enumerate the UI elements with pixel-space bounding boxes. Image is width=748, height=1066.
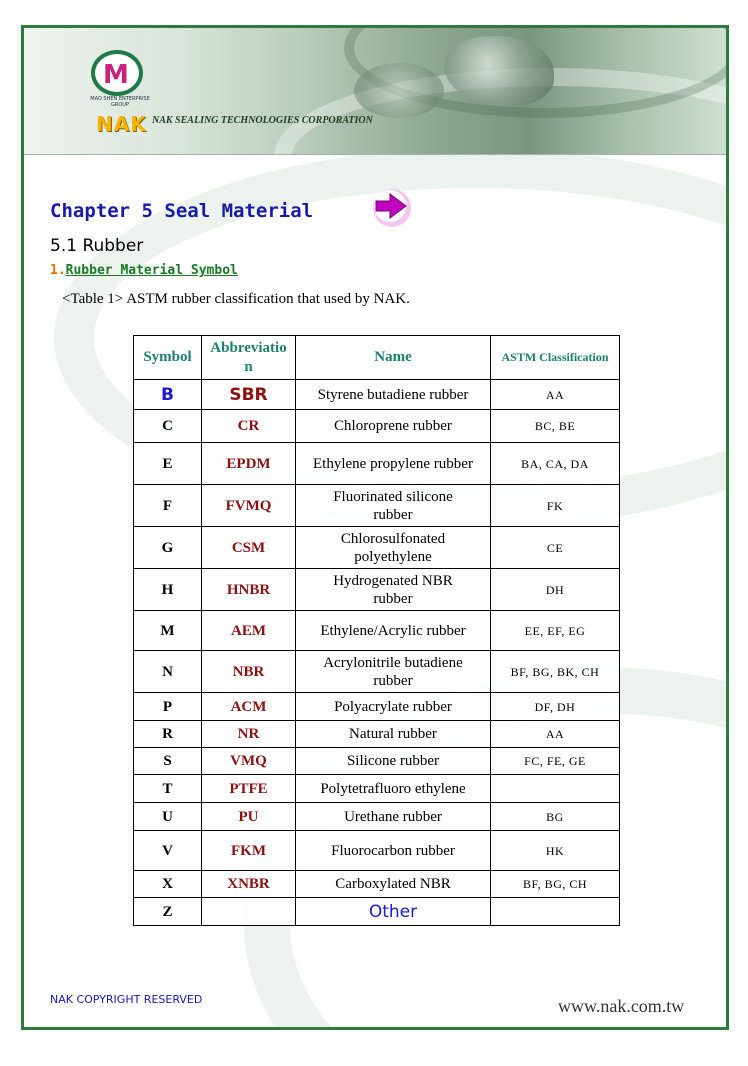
row-astm: AA: [491, 380, 620, 410]
brand-name: NAK: [96, 112, 147, 136]
row-name: [296, 527, 491, 569]
table-row: [134, 527, 620, 569]
row-symbol: C: [134, 410, 202, 443]
row-abbreviation: PU: [202, 803, 296, 831]
row-name: [296, 485, 491, 527]
table-row: [134, 485, 620, 527]
row-astm: BF, BG, BK, CH: [491, 651, 620, 693]
row-name-text: Fluorinated silicone rubber: [333, 488, 453, 523]
row-astm: CE: [491, 527, 620, 569]
row-abbreviation: AEM: [202, 611, 296, 651]
table-row: [134, 871, 620, 898]
row-astm: BF, BG, CH: [491, 871, 620, 898]
row-name: [296, 651, 491, 693]
table-row: [134, 775, 620, 803]
corporation-name: NAK SEALING TECHNOLOGIES CORPORATION: [152, 115, 373, 126]
row-abbreviation: FVMQ: [202, 485, 296, 527]
row-abbreviation: [202, 898, 296, 926]
table-header-row: [134, 336, 620, 380]
row-name: Ethylene/Acrylic rubber: [296, 611, 491, 651]
row-astm: BG: [491, 803, 620, 831]
subsection-number: 1.: [50, 263, 66, 278]
row-astm: [491, 898, 620, 926]
row-symbol: H: [134, 569, 202, 611]
row-name: Fluorocarbon rubber: [296, 831, 491, 871]
row-symbol: T: [134, 775, 202, 803]
table-row: [134, 410, 620, 443]
logo-text: MAO SHEN ENTERPRISE GROUP: [90, 96, 150, 108]
row-symbol: B: [134, 380, 202, 410]
chapter-title: Chapter 5 Seal Material: [50, 200, 314, 222]
table-row: [134, 569, 620, 611]
header-symbol: Symbol: [134, 336, 202, 380]
row-abbreviation: NBR: [202, 651, 296, 693]
section-title: 5.1 Rubber: [50, 236, 144, 256]
row-name-text: Chlorosulfonated polyethylene: [340, 530, 446, 565]
row-symbol: V: [134, 831, 202, 871]
table-row: [134, 651, 620, 693]
row-abbreviation: XNBR: [202, 871, 296, 898]
header-name: Name: [296, 336, 491, 380]
row-astm: BA, CA, DA: [491, 443, 620, 485]
row-astm: AA: [491, 721, 620, 748]
header-astm-label: ASTM Classification: [501, 350, 609, 364]
row-abbreviation: CSM: [202, 527, 296, 569]
row-abbreviation: HNBR: [202, 569, 296, 611]
row-name-text: Acrylonitrile butadiene rubber: [323, 654, 463, 689]
row-name-text: Ethylene propylene rubber: [313, 455, 473, 472]
row-name: Silicone rubber: [296, 748, 491, 775]
subsection-title: [50, 263, 238, 278]
row-astm: DH: [491, 569, 620, 611]
table-row: [134, 693, 620, 721]
subsection-label: Rubber Material Symbol: [65, 263, 238, 278]
row-name: Polyacrylate rubber: [296, 693, 491, 721]
table-row: [134, 443, 620, 485]
row-name: Chloroprene rubber: [296, 410, 491, 443]
row-symbol: Z: [134, 898, 202, 926]
header-astm: [491, 336, 620, 380]
row-astm: HK: [491, 831, 620, 871]
table-row: [134, 721, 620, 748]
row-astm: [491, 775, 620, 803]
row-abbreviation: EPDM: [202, 443, 296, 485]
header-abbreviation-label: Abbreviation: [210, 339, 287, 375]
row-symbol: F: [134, 485, 202, 527]
row-name: [296, 443, 491, 485]
header-banner: [24, 28, 726, 155]
table-row: [134, 831, 620, 871]
row-abbreviation: PTFE: [202, 775, 296, 803]
row-name: Natural rubber: [296, 721, 491, 748]
row-symbol: R: [134, 721, 202, 748]
rubber-table: [133, 335, 620, 926]
page-frame: [21, 25, 729, 1030]
row-name: [296, 569, 491, 611]
row-abbreviation: VMQ: [202, 748, 296, 775]
row-symbol: G: [134, 527, 202, 569]
row-astm: DF, DH: [491, 693, 620, 721]
row-name-text: Hydrogenated NBR rubber: [333, 572, 453, 607]
row-symbol: P: [134, 693, 202, 721]
table-row: [134, 803, 620, 831]
row-symbol: X: [134, 871, 202, 898]
row-astm: EE, EF, EG: [491, 611, 620, 651]
row-abbreviation: NR: [202, 721, 296, 748]
row-symbol: N: [134, 651, 202, 693]
row-symbol: U: [134, 803, 202, 831]
row-name: Polytetrafluoro ethylene: [296, 775, 491, 803]
row-name: Styrene butadiene rubber: [296, 380, 491, 410]
arrow-right-icon[interactable]: [370, 186, 414, 228]
row-symbol: M: [134, 611, 202, 651]
table-row: [134, 748, 620, 775]
row-abbreviation: FKM: [202, 831, 296, 871]
website-url[interactable]: www.nak.com.tw: [558, 996, 685, 1016]
table-caption: <Table 1> ASTM rubber classification that used by NAK.: [62, 291, 410, 307]
row-name: Other: [296, 898, 491, 926]
row-astm: FK: [491, 485, 620, 527]
row-astm: BC, BE: [491, 410, 620, 443]
row-symbol: S: [134, 748, 202, 775]
row-name: Carboxylated NBR: [296, 871, 491, 898]
header-abbreviation: [202, 336, 296, 380]
row-abbreviation: ACM: [202, 693, 296, 721]
row-symbol: E: [134, 443, 202, 485]
table-row: [134, 611, 620, 651]
copyright-notice: NAK COPYRIGHT RESERVED: [50, 993, 203, 1006]
table-row: [134, 898, 620, 926]
table-row: [134, 380, 620, 410]
row-astm: FC, FE, GE: [491, 748, 620, 775]
row-name: Urethane rubber: [296, 803, 491, 831]
row-abbreviation: SBR: [202, 380, 296, 410]
row-abbreviation: CR: [202, 410, 296, 443]
banner-photo: [354, 63, 444, 118]
nak-logo-icon: M: [91, 50, 147, 106]
